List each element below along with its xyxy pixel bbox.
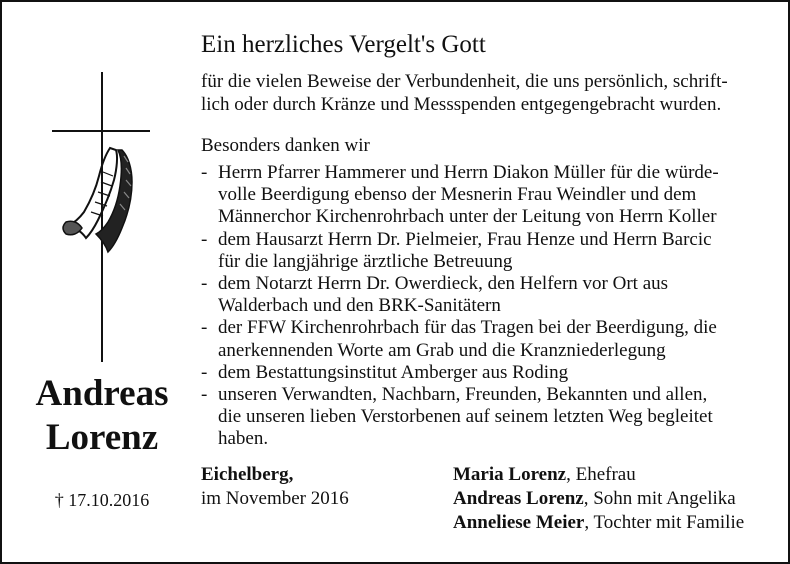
list-marker: - xyxy=(201,384,208,406)
signer xyxy=(453,487,744,511)
intro-text xyxy=(201,70,771,116)
list-item xyxy=(201,229,776,273)
signer-name: Andreas Lorenz xyxy=(453,488,584,509)
thanks-lead: Besonders danken wir xyxy=(201,135,370,156)
cross-icon-horizontal xyxy=(52,130,150,132)
list-item-line: Walderbach und den BRK-Sanitätern xyxy=(218,295,501,317)
list-item-line: unseren Verwandten, Nachbarn, Freunden, Bekannten und allen, xyxy=(218,384,708,406)
signers-list xyxy=(453,463,744,535)
list-item xyxy=(201,273,776,317)
list-item xyxy=(201,317,776,361)
deceased-last-name: Lorenz xyxy=(45,417,159,458)
list-item xyxy=(201,384,776,451)
list-marker: - xyxy=(201,361,208,383)
list-marker: - xyxy=(201,228,208,250)
place-and-date xyxy=(201,463,349,511)
list-item xyxy=(201,162,776,229)
list-item-line: der FFW Kirchenrohrbach für das Tragen bei der Beerdigung, die xyxy=(218,317,717,339)
list-item-line: anerkennenden Worte am Grab und die Kranzniederlegung xyxy=(218,339,666,361)
place-date: im November 2016 xyxy=(201,488,349,509)
praying-hands-icon xyxy=(58,142,148,254)
signer-relation: , Ehefrau xyxy=(566,464,636,485)
list-item-line: volle Beerdigung ebenso der Mesnerin Frau Weindler und dem xyxy=(218,184,697,206)
page-title: Ein herzliches Vergelt's Gott xyxy=(201,31,486,58)
signer-name: Anneliese Meier xyxy=(453,512,585,533)
list-item-line: Männerchor Kirchenrohrbach unter der Leitung von Herrn Koller xyxy=(218,206,717,228)
list-item-line: die unseren lieben Verstorbenen auf seinem letzten Weg begleitet xyxy=(218,406,713,428)
list-marker: - xyxy=(201,317,208,339)
signer-relation: , Tochter mit Familie xyxy=(584,512,745,533)
list-marker: - xyxy=(201,162,208,183)
signer-name: Maria Lorenz xyxy=(453,464,567,485)
signer-relation: , Sohn mit Angelika xyxy=(583,488,736,509)
list-item-line: haben. xyxy=(218,428,269,450)
deceased-first-name: Andreas xyxy=(35,373,169,414)
intro-line: lich oder durch Kränze und Messspenden entgegengebracht wurden. xyxy=(201,94,722,115)
list-item-line: Herrn Pfarrer Hammerer und Herrn Diakon Müller für die würde- xyxy=(218,162,719,183)
list-item-line: dem Hausarzt Herrn Dr. Pielmeier, Frau Henze und Herrn Barcic xyxy=(218,228,712,250)
list-item-line: für die langjährige ärztliche Betreuung xyxy=(218,250,513,272)
list-item xyxy=(201,362,776,384)
list-marker: - xyxy=(201,273,208,295)
place-town: Eichelberg, xyxy=(201,464,294,485)
thanks-list xyxy=(201,162,776,451)
signer xyxy=(453,463,744,487)
list-item-line: dem Bestattungsinstitut Amberger aus Roding xyxy=(218,361,569,383)
death-date: † 17.10.2016 xyxy=(54,490,150,510)
signer xyxy=(453,511,744,535)
list-item-line: dem Notarzt Herrn Dr. Owerdieck, den Helfern vor Ort aus xyxy=(218,273,669,295)
intro-line: für die vielen Beweise der Verbundenheit, die uns persönlich, schrift- xyxy=(201,71,728,92)
